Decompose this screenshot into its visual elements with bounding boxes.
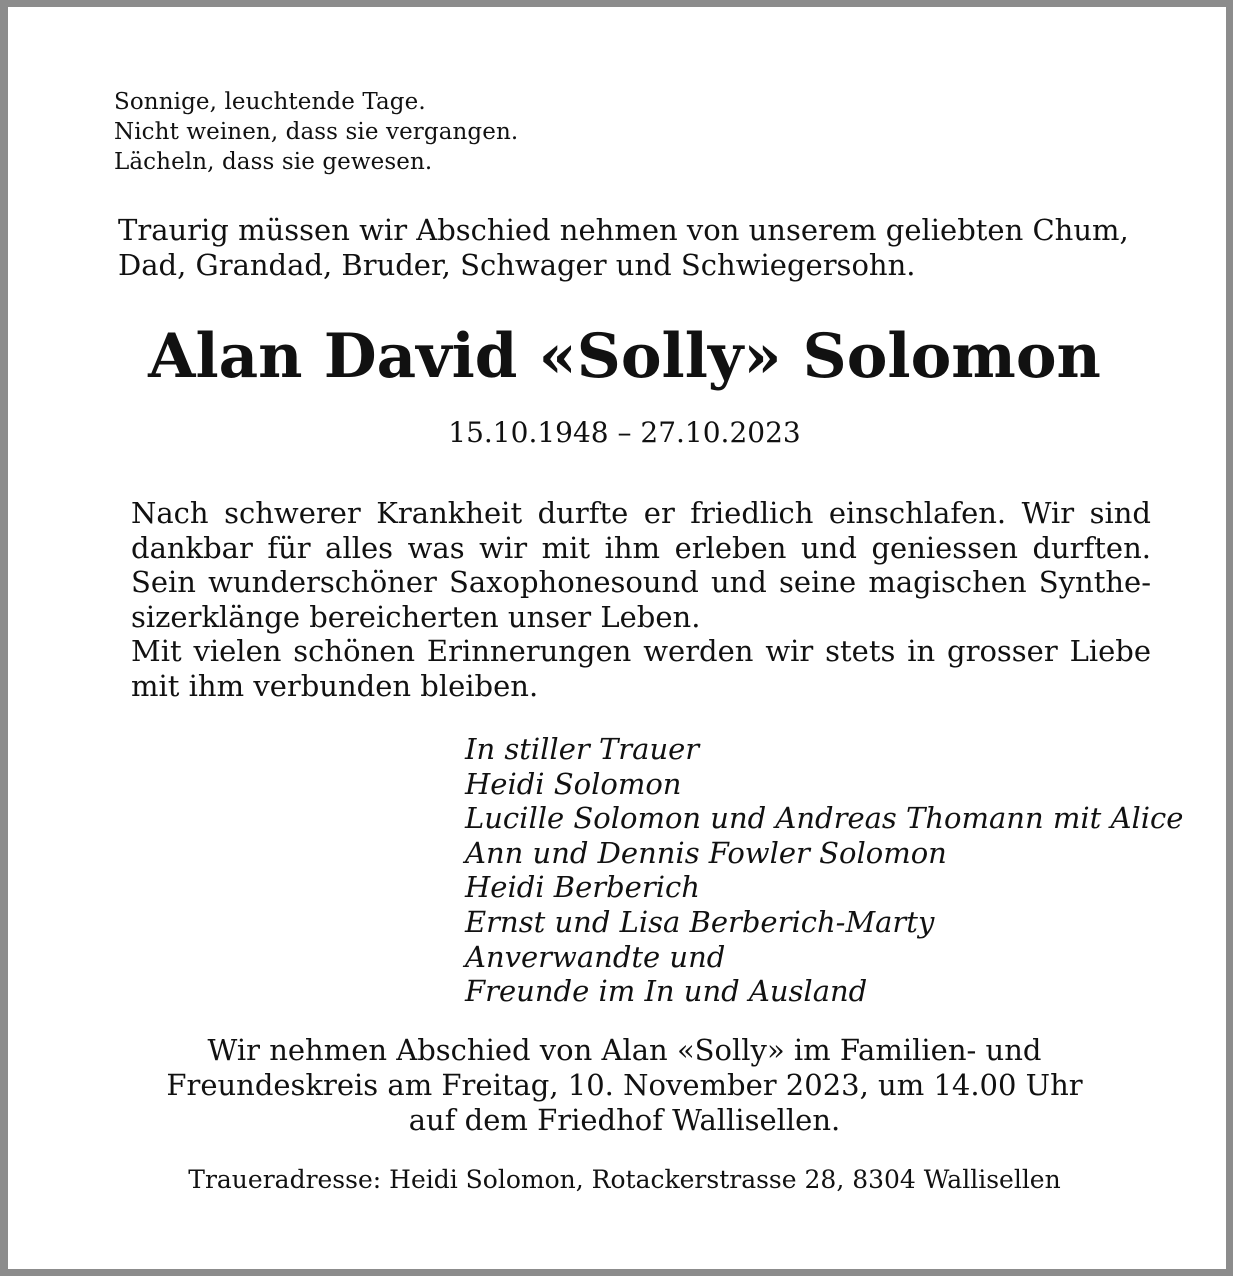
- intro-line: Traurig müssen wir Abschied nehmen von unserem geliebten Chum,: [118, 213, 1129, 247]
- mourner-entry: Freunde im In und Ausland: [465, 974, 868, 1009]
- poem-line: Lächeln, dass sie gewesen.: [114, 149, 433, 175]
- farewell-line: auf dem Friedhof Wallisellen.: [408, 1103, 841, 1137]
- mourner-entry: Heidi Solomon: [465, 766, 682, 801]
- mourner-entry: Heidi Berberich: [465, 870, 700, 905]
- body-line: dankbar für alles was wir mit ihm erleben und geniessen durften.: [131, 530, 1151, 565]
- mourners-list: [465, 732, 1183, 1009]
- obituary-body: [131, 496, 1151, 703]
- farewell-line: Freundeskreis am Freitag, 10. November 2023, um 14.00 Uhr: [166, 1068, 1083, 1102]
- memorial-poem: [114, 87, 518, 177]
- mourner-entry: Anverwandte und: [465, 939, 726, 974]
- body-line: Nach schwerer Krankheit durfte er friedlich einschlafen. Wir sind: [131, 496, 1151, 530]
- body-line: sizerklänge bereicherten unser Leben.: [131, 599, 701, 634]
- mourner-entry: Lucille Solomon und Andreas Thomann mit Alice: [465, 801, 1184, 836]
- intro-line: Dad, Grandad, Bruder, Schwager und Schwiegersohn.: [118, 248, 916, 282]
- life-dates: 15.10.1948 – 27.10.2023: [448, 416, 801, 449]
- poem-line: Nicht weinen, dass sie vergangen.: [114, 119, 519, 145]
- deceased-name: Alan David «Solly» Solomon: [148, 321, 1101, 392]
- poem-line: Sonnige, leuchtende Tage.: [114, 89, 426, 115]
- mourning-address: Traueradresse: Heidi Solomon, Rotackerstrasse 28, 8304 Wallisellen: [188, 1165, 1061, 1194]
- mourner-entry: Ernst und Lisa Berberich-Marty: [465, 904, 935, 939]
- body-line: Sein wunderschöner Saxophonesound und seine magischen Synthe-: [131, 565, 1151, 599]
- farewell-line: Wir nehmen Abschied von Alan «Solly» im Familien- und: [207, 1033, 1042, 1067]
- intro-announcement: [118, 213, 1178, 283]
- body-line: mit ihm verbunden bleiben.: [131, 668, 539, 703]
- farewell-announcement: [8, 1033, 1233, 1138]
- mourner-entry: Ann und Dennis Fowler Solomon: [465, 835, 947, 870]
- body-line: Mit vielen schönen Erinnerungen werden wir stets in grosser Liebe: [131, 634, 1151, 668]
- mourners-heading: In stiller Trauer: [465, 732, 700, 766]
